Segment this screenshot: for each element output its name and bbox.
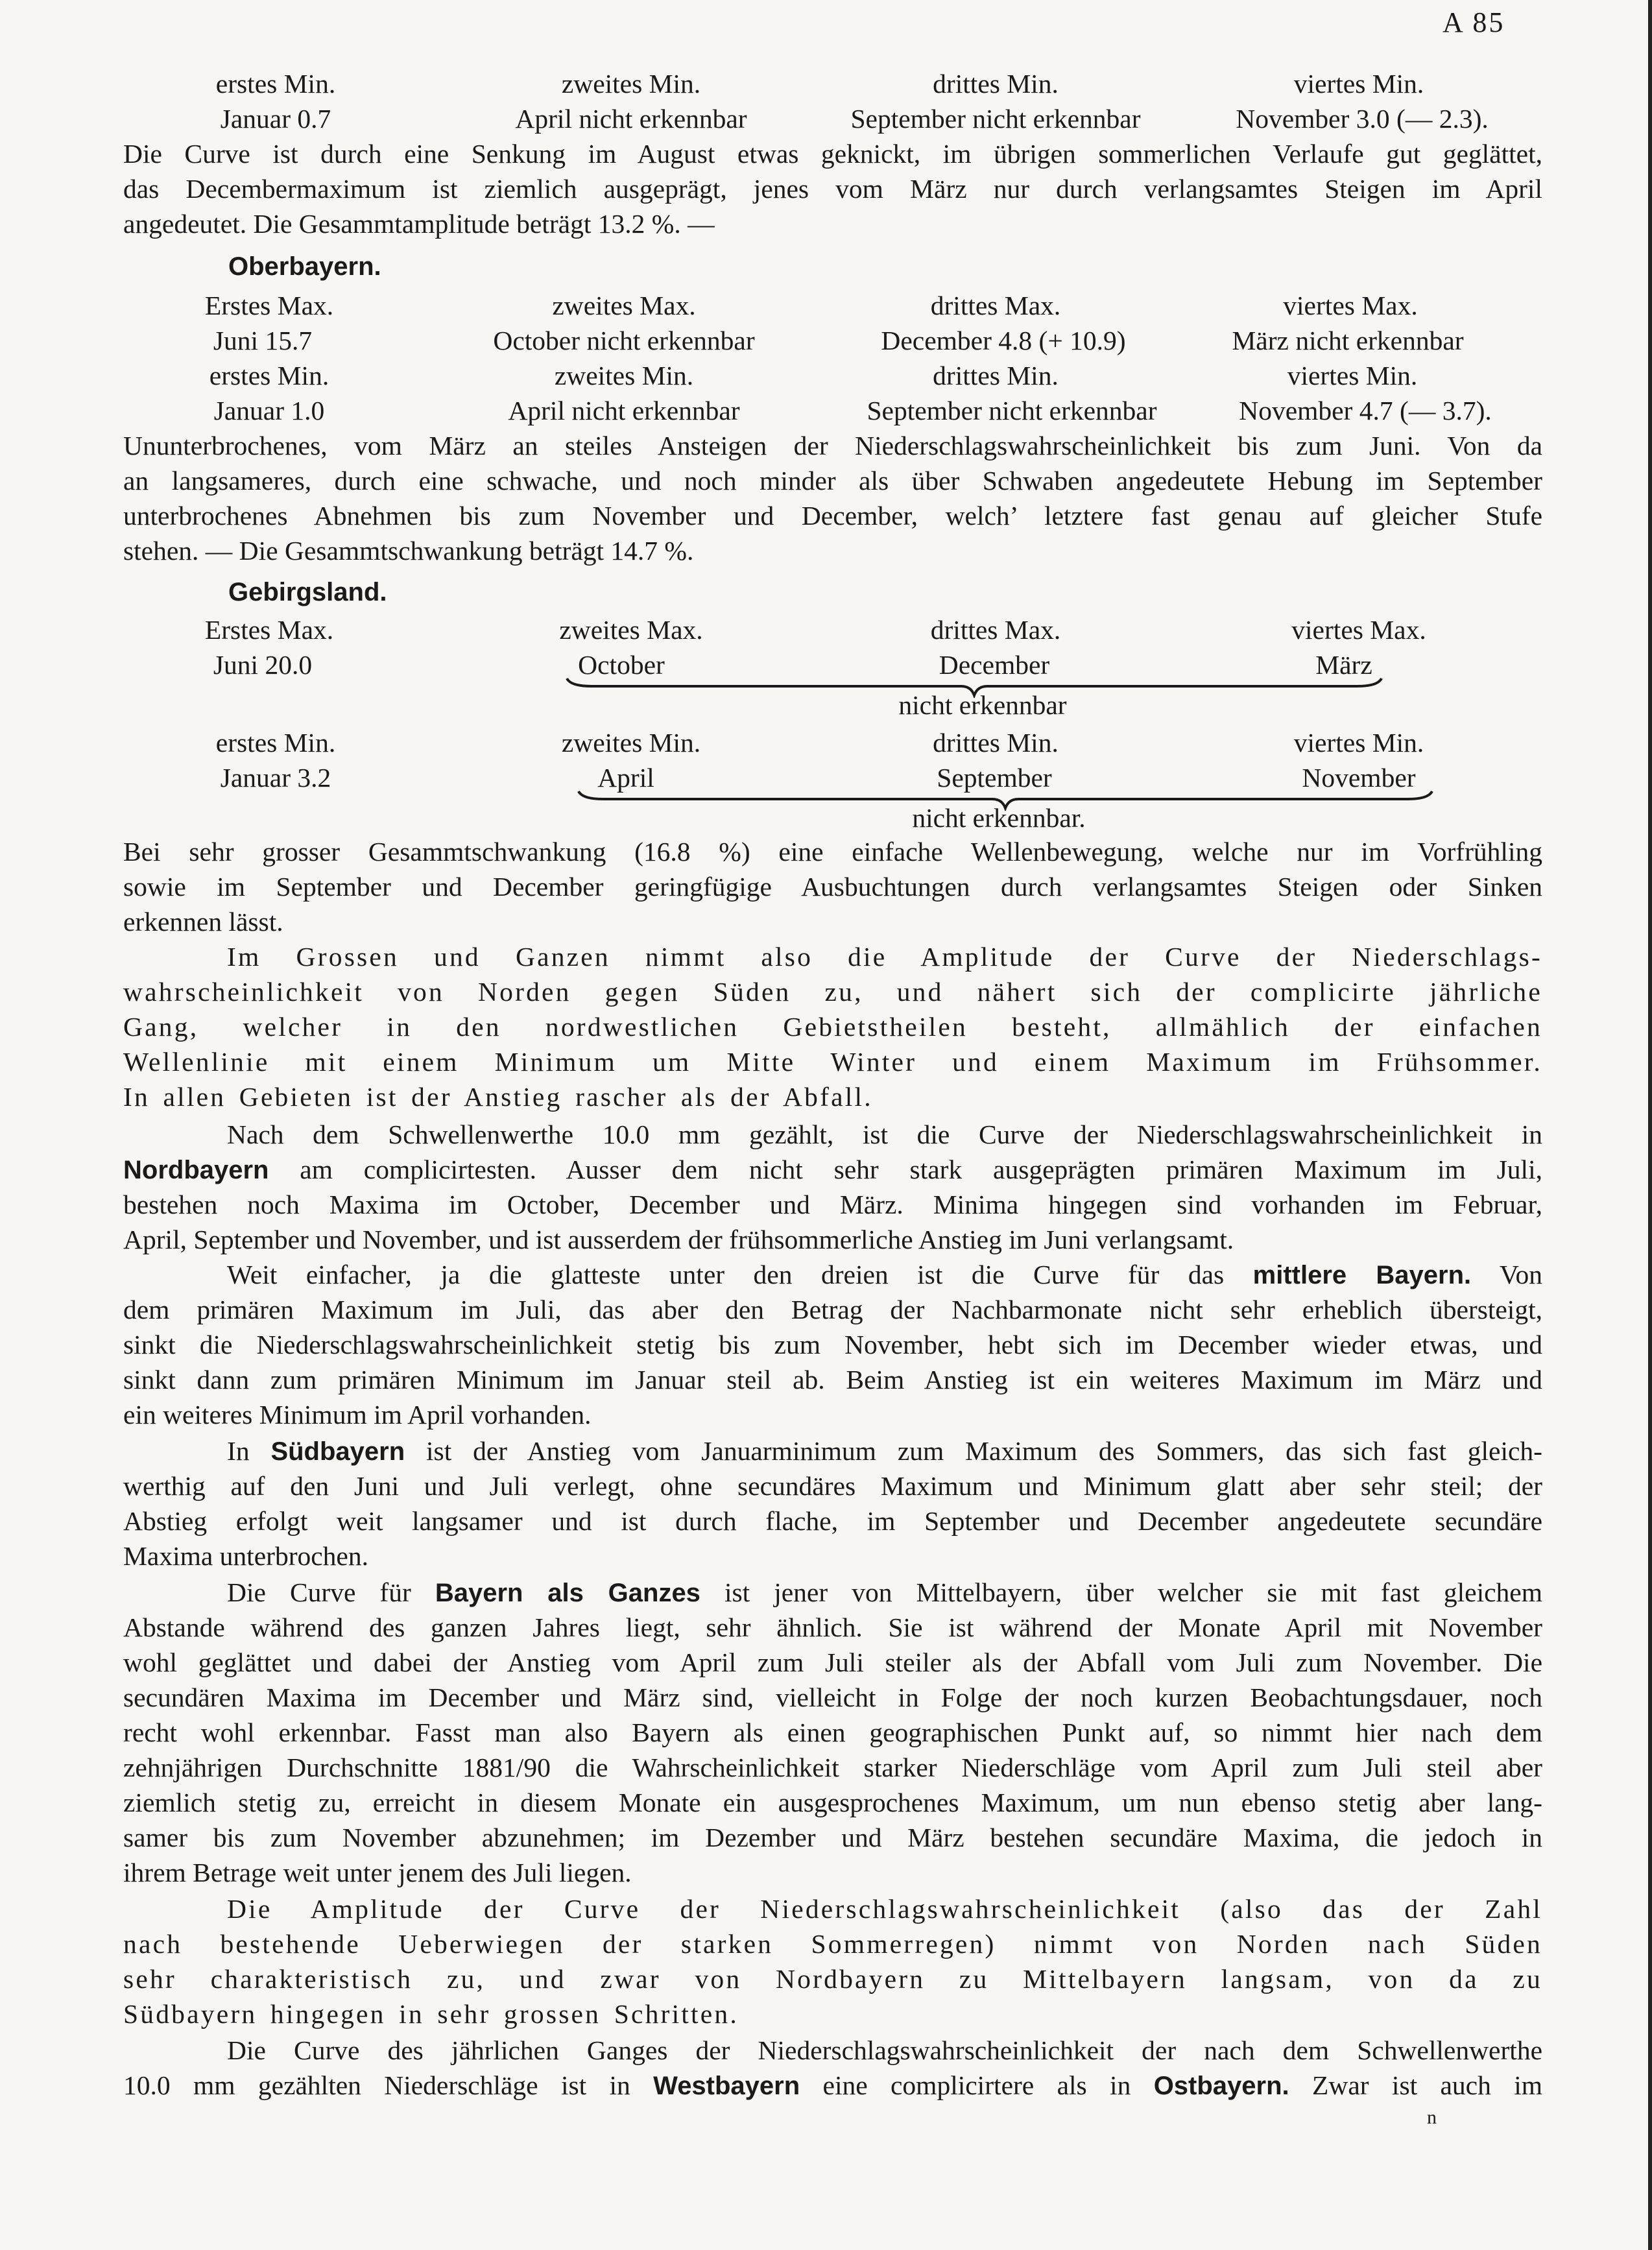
text-line: sinkt die Niederschlagswahrscheinlichkeit stetig bis zum November, hebt sich im December wieder etwas, und bbox=[123, 1330, 1542, 1359]
bold-westbayern: Westbayern bbox=[653, 2072, 800, 2100]
text-line: Weit einfacher, ja die glatteste unter den dreien ist die Curve für das mittlere Bayern. Von bbox=[227, 1260, 1543, 1289]
scan-edge bbox=[1648, 0, 1652, 2250]
text-line: sinkt dann zum primären Minimum im Januar steil ab. Beim Anstieg ist ein weiteres Maximum im März und bbox=[123, 1365, 1542, 1394]
text-line: Maxima unterbrochen. bbox=[123, 1541, 368, 1571]
text-line: Wellenlinie mit einem Minimum um Mitte Winter und einem Maximum im Frühsommer. bbox=[123, 1047, 1542, 1077]
text-line: dem primären Maximum im Juli, das aber den Betrag der Nachbarmonate nicht sehr erheblich übersteigt, bbox=[123, 1295, 1542, 1324]
heading-oberbayern: Oberbayern. bbox=[228, 252, 381, 281]
gb-min-value-3: September bbox=[937, 763, 1052, 793]
text-line: bestehen noch Maxima im October, December und März. Minima hingegen sind vorhanden im Februar, bbox=[123, 1190, 1542, 1219]
bold-bayern-als-ganzes: Bayern als Ganzes bbox=[435, 1579, 700, 1607]
amplitude-paragraph bbox=[123, 1891, 1542, 2031]
text-line: ziemlich stetig zu, erreicht in diesem Monate ein ausgesprochenes Maximum, um nun ebenso stetig aber lang- bbox=[123, 1788, 1542, 1817]
text-line: nach bestehende Ueberwiegen der starken Sommerregen) nimmt von Norden nach Süden bbox=[123, 1929, 1542, 1959]
paragraph-nordbayern bbox=[123, 1117, 1542, 1257]
ob-max-header-3: drittes Max. bbox=[930, 291, 1061, 320]
text-line: Die Curve ist durch eine Senkung im August etwas geknickt, im übrigen sommerlichen Verlaufe gut geglättet, bbox=[123, 139, 1542, 169]
ob-max-header-1: Erstes Max. bbox=[204, 291, 334, 320]
ob-max-header-2: zweites Max. bbox=[552, 291, 696, 320]
top-min-value-2: April nicht erkennbar bbox=[515, 104, 747, 134]
ob-min-header-4: viertes Min. bbox=[1287, 361, 1418, 390]
gb-max-brace-note: nicht erkennbar bbox=[898, 690, 1067, 720]
page-number: A 85 bbox=[1443, 6, 1505, 38]
gb-max-header-4: viertes Max. bbox=[1291, 615, 1426, 645]
paragraph-suedbayern bbox=[123, 1433, 1542, 1574]
footer-mark: n bbox=[1427, 2107, 1437, 2128]
text-line: sehr charakteristisch zu, und zwar von Nordbayern zu Mittelbayern langsam, von da zu bbox=[123, 1964, 1542, 1994]
top-text bbox=[123, 136, 1542, 241]
bold-suedbayern: Südbayern bbox=[270, 1437, 405, 1466]
gb-min-header-3: drittes Min. bbox=[933, 728, 1059, 758]
ob-min-header-2: zweites Min. bbox=[554, 361, 694, 390]
gb-min-header-2: zweites Min. bbox=[561, 728, 701, 758]
ob-min-value-1: Januar 1.0 bbox=[213, 396, 325, 425]
text-line: stehen. — Die Gesammtschwankung beträgt 14.7 %. bbox=[123, 536, 694, 566]
gb-min-header-1: erstes Min. bbox=[215, 728, 336, 758]
text-line: In Südbayern ist der Anstieg vom Januarminimum zum Maximum des Sommers, das sich fast gleich- bbox=[227, 1436, 1542, 1466]
text-line: April, September und November, und ist ausserdem der frühsommerliche Anstieg im Juni verlangsamt. bbox=[123, 1225, 1234, 1254]
text-line: 10.0 mm gezählten Niederschläge ist in Westbayern eine complicirtere als in Ostbayern. Zwar ist auch im bbox=[123, 2070, 1543, 2100]
gb-max-value-3: December bbox=[939, 650, 1050, 680]
text-line: Südbayern hingegen in sehr grossen Schritten. bbox=[123, 1999, 739, 2029]
ob-max-value-1: Juni 15.7 bbox=[213, 326, 313, 355]
text-line: an langsameres, durch eine schwache, und noch minder als über Schwaben angedeutete Hebung im September bbox=[123, 466, 1542, 496]
text-line: Nach dem Schwellenwerthe 10.0 mm gezählt, ist die Curve der Niederschlagswahrscheinlichkeit in bbox=[227, 1119, 1542, 1149]
gb-max-header-2: zweites Max. bbox=[559, 615, 703, 645]
ob-min-header-1: erstes Min. bbox=[209, 361, 329, 390]
text-line: wohl geglättet und dabei der Anstieg vom April zum Juli steiler als der Abfall vom Juli zum November. Die bbox=[123, 1647, 1542, 1677]
text-line: angedeutet. Die Gesammtamplitude beträgt 13.2 %. — bbox=[123, 209, 715, 239]
gb-min-brace-note: nicht erkennbar. bbox=[912, 803, 1086, 833]
bold-ostbayern: Ostbayern. bbox=[1153, 2072, 1289, 2100]
oberbayern-text bbox=[123, 428, 1542, 568]
text-line: Bei sehr grosser Gesammtschwankung (16.8 %) eine einfache Wellenbewegung, welche nur im Vorfrühling bbox=[123, 837, 1542, 867]
text-line: Die Curve für Bayern als Ganzes ist jener von Mittelbayern, über welcher sie mit fast gleichem bbox=[227, 1577, 1542, 1607]
gb-min-header-4: viertes Min. bbox=[1293, 728, 1424, 758]
text-line: ein weiteres Minimum im April vorhanden. bbox=[123, 1400, 592, 1430]
top-min-header-2: zweites Min. bbox=[561, 69, 701, 99]
top-min-header-1: erstes Min. bbox=[215, 69, 336, 99]
ob-min-value-4: November 4.7 (— 3.7). bbox=[1239, 396, 1492, 425]
gb-max-value-4: März bbox=[1315, 650, 1372, 680]
gb-max-header-3: drittes Max. bbox=[930, 615, 1061, 645]
gb-min-value-1: Januar 3.2 bbox=[220, 763, 331, 793]
text-line: Abstande während des ganzen Jahres liegt, sehr ähnlich. Sie ist während der Monate April mit November bbox=[123, 1612, 1542, 1642]
text-line: werthig auf den Juni und Juli verlegt, ohne secundäres Maximum und Minimum glatt aber sehr steil; der bbox=[123, 1471, 1542, 1501]
text-line: sowie im September und December geringfügige Ausbuchtungen durch verlangsamtes Steigen oder Sinken bbox=[123, 872, 1542, 902]
ob-min-value-3: September nicht erkennbar bbox=[867, 396, 1157, 425]
text-line: das Decembermaximum ist ziemlich ausgeprägt, jenes vom März nur durch verlangsamtes Steigen im April bbox=[123, 174, 1542, 204]
ob-min-header-3: drittes Min. bbox=[933, 361, 1059, 390]
paragraph-last bbox=[123, 2033, 1542, 2103]
paragraph-mittlere bbox=[123, 1257, 1542, 1432]
text-line: Gang, welcher in den nordwestlichen Gebietstheilen besteht, allmählich der einfachen bbox=[123, 1012, 1542, 1042]
ob-min-value-2: April nicht erkennbar bbox=[508, 396, 740, 425]
gb-max-value-1: Juni 20.0 bbox=[213, 650, 313, 680]
gb-max-value-2: October bbox=[578, 650, 665, 680]
top-min-value-3: September nicht erkennbar bbox=[850, 104, 1141, 134]
text-line: zehnjährigen Durchschnitte 1881/90 die Wahrscheinlichkeit starker Niederschläge vom April zum Juli steil aber bbox=[123, 1753, 1542, 1782]
text-line: Im Grossen und Ganzen nimmt also die Amplitude der Curve der Niederschlags- bbox=[227, 942, 1542, 972]
text-line: Nordbayern am complicirtesten. Ausser dem nicht sehr stark ausgeprägten primären Maximum im Juli, bbox=[123, 1155, 1542, 1184]
paragraph-ganzes bbox=[123, 1575, 1542, 1890]
ob-max-value-2: October nicht erkennbar bbox=[493, 326, 755, 355]
heading-gebirgsland: Gebirgsland. bbox=[228, 578, 387, 606]
top-min-header-4: viertes Min. bbox=[1293, 69, 1424, 99]
top-min-value-4: November 3.0 (— 2.3). bbox=[1236, 104, 1489, 134]
bold-nordbayern: Nordbayern bbox=[123, 1156, 269, 1184]
text-line: unterbrochenes Abnehmen bis zum November und December, welch’ letztere fast genau auf gleicher Stufe bbox=[123, 501, 1542, 531]
ob-max-value-3: December 4.8 (+ 10.9) bbox=[881, 326, 1126, 355]
gb-min-value-2: April bbox=[597, 763, 654, 793]
ob-max-value-4: März nicht erkennbar bbox=[1232, 326, 1464, 355]
text-line: Die Curve des jährlichen Ganges der Niederschlagswahrscheinlichkeit der nach dem Schwellenwerthe bbox=[227, 2035, 1542, 2065]
gebirgsland-text bbox=[123, 834, 1542, 939]
text-line: recht wohl erkennbar. Fasst man also Bayern als einen geographischen Punkt auf, so nimmt hier nach dem bbox=[123, 1717, 1542, 1747]
bold-mittlere-bayern: mittlere Bayern. bbox=[1252, 1261, 1472, 1289]
gb-min-value-4: November bbox=[1302, 763, 1416, 793]
text-line: erkennen lässt. bbox=[123, 907, 283, 937]
text-line: Die Amplitude der Curve der Niederschlagswahrscheinlichkeit (also das der Zahl bbox=[227, 1894, 1542, 1924]
text-line: samer bis zum November abzunehmen; im Dezember und März bestehen secundäre Maxima, die jedoch in bbox=[123, 1823, 1542, 1852]
text-line: Ununterbrochenes, vom März an steiles Ansteigen der Niederschlagswahrscheinlichkeit bis zum Juni. Von da bbox=[123, 431, 1542, 461]
ob-max-header-4: viertes Max. bbox=[1283, 291, 1418, 320]
text-line: secundären Maxima im December und März sind, vielleicht in Folge der noch kurzen Beobachtungsdauer, noch bbox=[123, 1682, 1542, 1712]
gb-max-header-1: Erstes Max. bbox=[204, 615, 334, 645]
text-line: In allen Gebieten ist der Anstieg rascher als der Abfall. bbox=[123, 1082, 873, 1112]
text-line: wahrscheinlichkeit von Norden gegen Süden zu, und nähert sich der complicirte jährliche bbox=[123, 977, 1542, 1007]
text-line: Abstieg erfolgt weit langsamer und ist durch flache, im September und December angedeutete secundäre bbox=[123, 1506, 1542, 1536]
top-min-value-1: Januar 0.7 bbox=[220, 104, 331, 134]
summary-paragraph bbox=[123, 939, 1542, 1114]
text-line: ihrem Betrage weit unter jenem des Juli liegen. bbox=[123, 1858, 632, 1887]
top-min-header-3: drittes Min. bbox=[933, 69, 1059, 99]
